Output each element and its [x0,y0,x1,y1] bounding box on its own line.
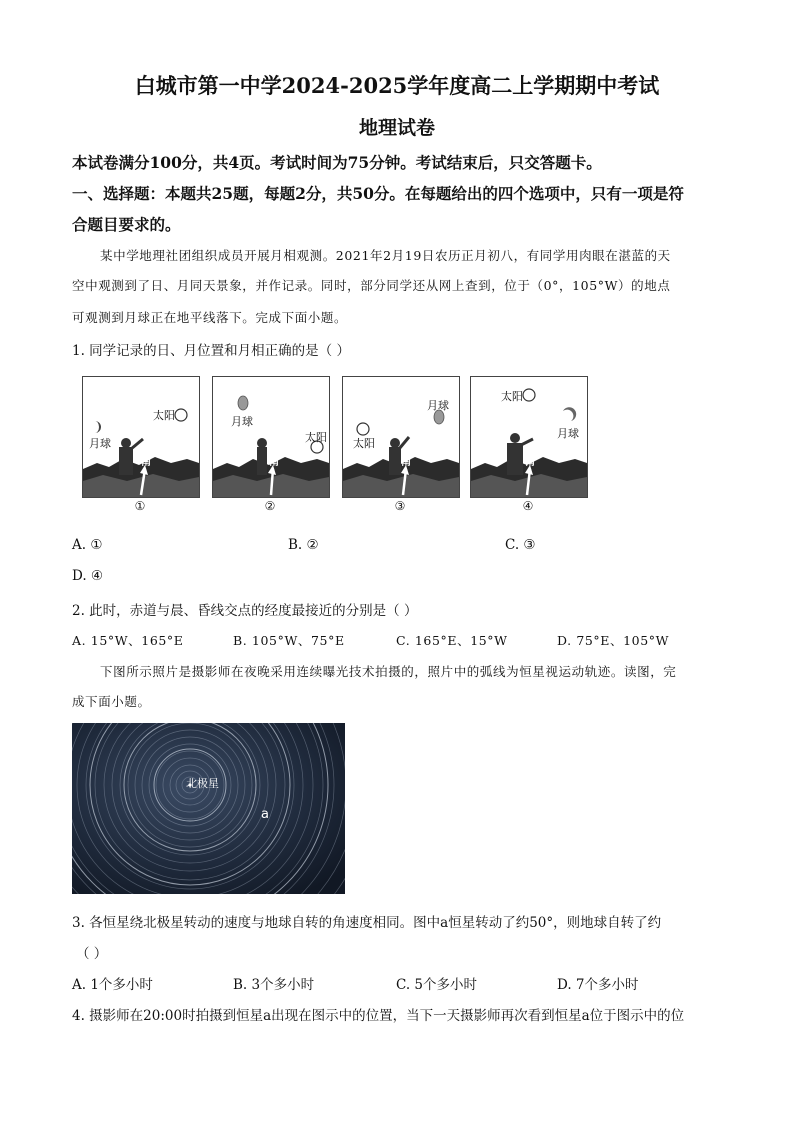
q3-blank: （ ） [76,946,108,962]
moon-label: 月球 [427,399,449,412]
observer-figure [507,443,523,475]
south-label: 南 [525,457,535,468]
q3-option-b[interactable]: B. 3个多小时 [233,977,315,993]
q1-panel-4-number: ④ [522,499,534,513]
moon-label: 月球 [557,427,579,440]
moon-gibbous-icon [238,396,248,410]
moon-crescent-icon [95,421,101,433]
q3-stem: 3. 各恒星绕北极星转动的速度与地球自转的角速度相同。图中a恒星转动了约50°，则地球自转了约 [72,915,662,931]
q1-panel-1-number: ① [134,499,146,513]
q2-option-a[interactable]: A. 15°W、165°E [72,633,184,648]
q1-panel-3-number: ③ [394,499,406,513]
q1-panel-3 [342,376,460,498]
section-heading-line1: 一、选择题：本题共25题，每题2分，共50分。在每题给出的四个选项中，只有一项是符 [72,184,684,203]
sun-label: 太阳 [153,409,175,422]
south-label: 南 [141,457,151,468]
q1-panel-1 [82,376,200,498]
section-heading-line2: 合题目要求的。 [72,215,181,234]
q3-option-c[interactable]: C. 5个多小时 [396,977,478,993]
sun-icon [357,423,369,435]
q2-option-c[interactable]: C. 165°E、15°W [396,633,508,648]
passage1-line2: 空中观测到了日、月同天景象，并作记录。同时，部分同学还从网上查到，位于（0°，105°W）的地点 [72,278,671,293]
star-trail-photo [72,723,345,894]
q1-option-d[interactable]: D. ④ [72,568,104,584]
q1-option-c[interactable]: C. ③ [505,537,536,553]
q2-option-b[interactable]: B. 105°W、75°E [233,633,345,648]
polaris-label: 北极星 [186,777,219,790]
sun-label: 太阳 [501,390,523,403]
q1-stem: 1. 同学记录的日、月位置和月相正确的是（ ） [72,343,350,359]
q1-option-a[interactable]: A. ① [72,537,103,553]
passage1-line1: 某中学地理社团组织成员开展月相观测。2021年2月19日农历正月初八，有同学用肉眼在湛蓝的天 [100,248,671,263]
exam-instructions: 本试卷满分100分，共4页。考试时间为75分钟。考试结束后，只交答题卡。 [72,153,602,172]
passage1-line3: 可观测到月球正在地平线落下。完成下面小题。 [72,310,348,325]
q1-panel-2-number: ② [264,499,276,513]
q3-option-d[interactable]: D. 7个多小时 [557,977,639,993]
passage2-line1: 下图所示照片是摄影师在夜晚采用连续曝光技术拍摄的，照片中的弧线为恒星视运动轨迹。读图，完 [100,664,677,679]
q4-stem: 4. 摄影师在20:00时拍摄到恒星a出现在图示中的位置，当下一天摄影师再次看到恒星a位于图示中的位 [72,1008,685,1024]
page-subtitle: 地理试卷 [358,117,435,139]
pointing-arm [521,439,533,445]
south-label: 南 [269,457,279,468]
star-a-label: a [261,807,269,822]
sun-icon [175,409,187,421]
q2-stem: 2. 此时，赤道与晨、昏线交点的经度最接近的分别是（ ） [72,603,418,619]
pointing-arm [399,437,409,449]
moon-label: 月球 [89,437,111,450]
q1-option-b[interactable]: B. ② [288,537,319,553]
sun-label: 太阳 [305,431,327,444]
sun-icon [523,389,535,401]
pointing-arm [131,439,143,449]
q1-panel-4 [470,376,588,498]
q2-option-d[interactable]: D. 75°E、105°W [557,633,670,648]
south-label: 南 [401,457,411,468]
observer-figure [257,447,267,475]
observer-figure [119,447,133,475]
q1-panel-2 [212,376,330,498]
moon-label: 月球 [231,415,253,428]
moon-crescent-icon [563,407,576,421]
sun-label: 太阳 [353,437,375,450]
page-title: 白城市第一中学2024-2025学年度高二上学期期中考试 [134,73,660,98]
q3-option-a[interactable]: A. 1个多小时 [72,977,153,993]
observer-figure [389,447,401,475]
passage2-line2: 成下面小题。 [72,694,151,709]
